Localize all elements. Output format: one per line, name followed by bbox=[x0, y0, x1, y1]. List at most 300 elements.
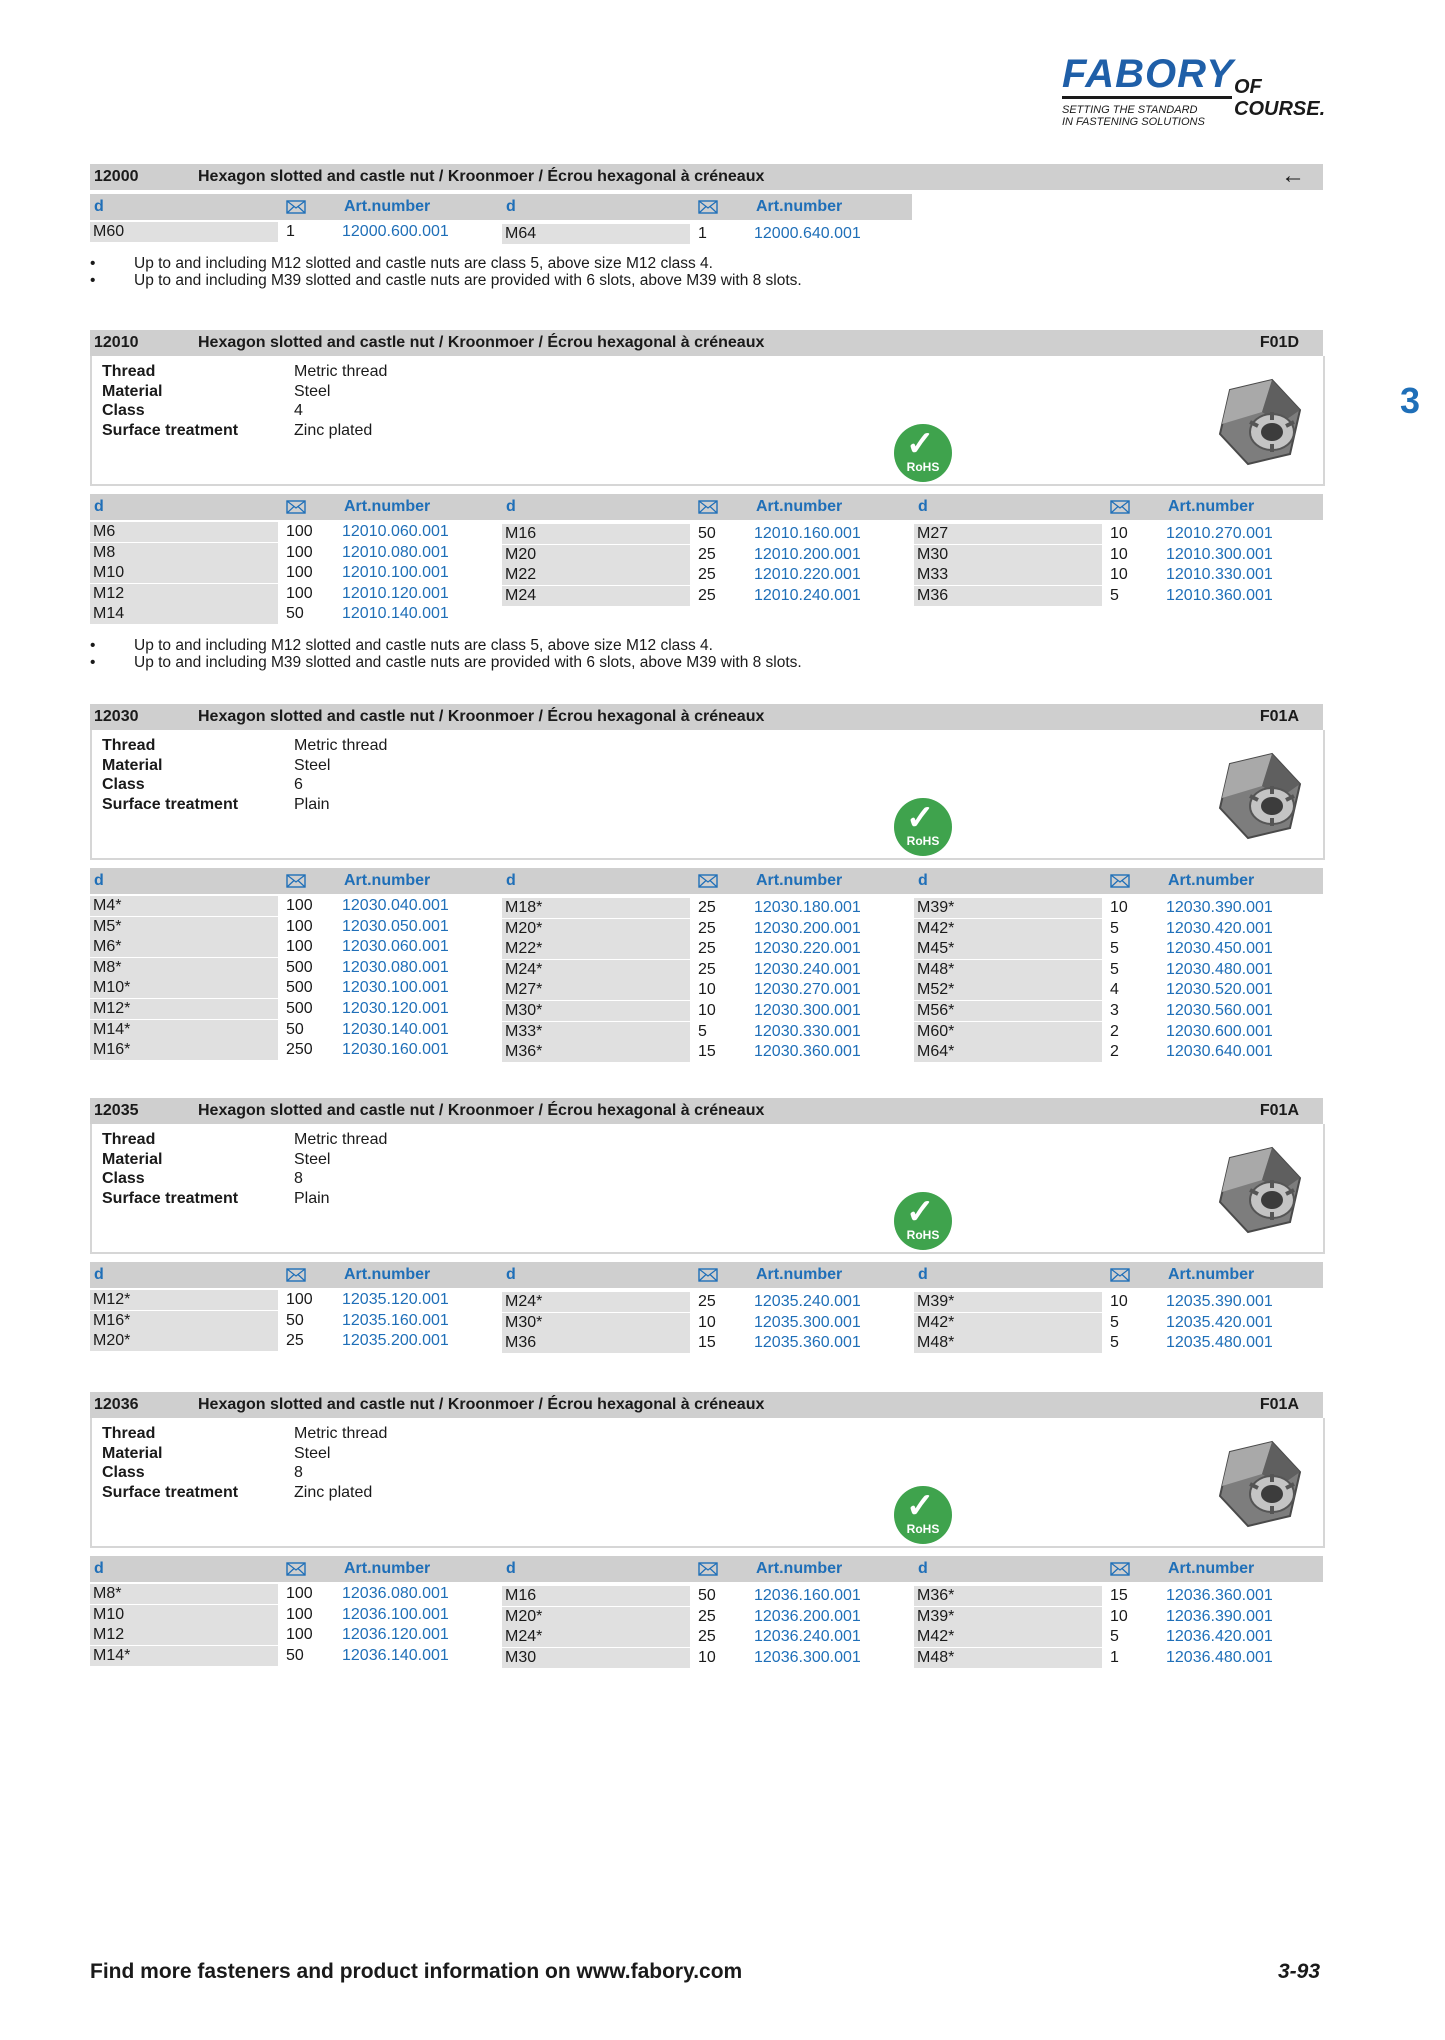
pack-quantity: 10 bbox=[1110, 545, 1128, 563]
article-number-link[interactable]: 12036.240.001 bbox=[754, 1628, 861, 1646]
spec-label-material: Material bbox=[102, 382, 163, 400]
article-number-link[interactable]: 12010.200.001 bbox=[754, 545, 861, 563]
pack-quantity: 25 bbox=[698, 960, 716, 978]
article-number-link[interactable]: 12035.160.001 bbox=[342, 1311, 449, 1329]
checkmark-icon: ✓ bbox=[906, 1487, 935, 1525]
section-header bbox=[90, 1098, 1323, 1124]
section-code: F01D bbox=[1259, 334, 1299, 351]
pack-quantity: 1 bbox=[1110, 1648, 1119, 1666]
spec-value-material: Steel bbox=[294, 1150, 331, 1168]
pack-quantity: 100 bbox=[286, 938, 313, 956]
spec-value-surface: Zinc plated bbox=[294, 1483, 373, 1501]
size-cell: M10* bbox=[90, 978, 278, 998]
pack-quantity: 100 bbox=[286, 1585, 313, 1602]
spec-label-class: Class bbox=[102, 402, 145, 419]
size-cell: M5* bbox=[90, 917, 278, 937]
pack-quantity: 25 bbox=[698, 566, 716, 584]
section-number: 12036 bbox=[94, 1396, 139, 1413]
pack-quantity: 2 bbox=[1110, 1043, 1119, 1061]
size-cell: M48* bbox=[914, 1333, 1102, 1353]
spec-box bbox=[90, 1418, 1325, 1548]
pack-quantity: 500 bbox=[286, 979, 313, 997]
size-cell: M30 bbox=[502, 1648, 690, 1668]
note-text: Up to and including M12 slotted and castle nuts are class 5, above size M12 class 4. bbox=[134, 254, 713, 272]
pack-quantity: 10 bbox=[1110, 1293, 1128, 1310]
article-number-link[interactable]: 12010.160.001 bbox=[754, 525, 861, 542]
size-cell: M48* bbox=[914, 1648, 1102, 1668]
size-cell: M42* bbox=[914, 1313, 1102, 1333]
rohs-label: RoHS bbox=[906, 460, 940, 474]
envelope-icon bbox=[286, 500, 306, 514]
size-cell: M14* bbox=[90, 1020, 278, 1040]
column-header-art-number: Art.number bbox=[1168, 872, 1255, 889]
size-cell: M24* bbox=[502, 1627, 690, 1647]
envelope-icon bbox=[286, 1562, 306, 1576]
spec-label-surface: Surface treatment bbox=[102, 421, 239, 439]
size-cell: M20 bbox=[502, 545, 690, 565]
spec-label-material: Material bbox=[102, 756, 163, 774]
size-cell: M30* bbox=[502, 1313, 690, 1333]
rohs-label: RoHS bbox=[906, 1522, 940, 1536]
bullet: • bbox=[90, 254, 96, 272]
spec-value-material: Steel bbox=[294, 756, 331, 774]
column-header-d: d bbox=[918, 498, 928, 515]
chapter-number: 3 bbox=[1400, 380, 1421, 421]
column-header-art-number: Art.number bbox=[344, 198, 431, 215]
spec-label-class: Class bbox=[102, 1464, 145, 1481]
spec-box bbox=[90, 730, 1325, 860]
section-title: Hexagon slotted and castle nut / Kroonmoer / Écrou hexagonal à créneaux bbox=[198, 1102, 765, 1119]
size-cell: M6 bbox=[90, 522, 278, 542]
page-number: 3-93 bbox=[1278, 1960, 1321, 1983]
article-number-link[interactable]: 12030.060.001 bbox=[342, 938, 449, 956]
article-number-link[interactable]: 12035.390.001 bbox=[1166, 1293, 1273, 1310]
size-cell: M20* bbox=[90, 1331, 278, 1351]
pack-quantity: 10 bbox=[1110, 525, 1128, 542]
table-header bbox=[90, 1556, 1323, 1582]
size-cell: M8 bbox=[90, 543, 278, 563]
castle-nut-icon bbox=[1210, 746, 1310, 846]
article-number-link[interactable]: 12010.300.001 bbox=[1166, 545, 1273, 563]
section-code: F01A bbox=[1259, 708, 1299, 725]
logo-underline bbox=[1062, 96, 1232, 99]
size-cell: M16* bbox=[90, 1311, 278, 1331]
pack-quantity: 50 bbox=[286, 1020, 304, 1038]
article-number-link[interactable]: 12030.640.001 bbox=[1166, 1043, 1273, 1061]
envelope-icon bbox=[698, 1268, 718, 1282]
column-header-art-number: Art.number bbox=[344, 498, 431, 515]
column-header-art-number: Art.number bbox=[1168, 498, 1255, 515]
pack-quantity: 25 bbox=[698, 899, 716, 916]
column-header-art-number: Art.number bbox=[344, 1266, 431, 1283]
size-cell: M30* bbox=[502, 1001, 690, 1021]
table-header bbox=[90, 494, 1323, 520]
envelope-icon bbox=[1110, 1268, 1130, 1282]
size-cell: M10 bbox=[90, 563, 278, 583]
pack-quantity: 500 bbox=[286, 958, 313, 976]
size-cell: M42* bbox=[914, 919, 1102, 939]
size-cell: M30 bbox=[914, 545, 1102, 565]
column-header-d: d bbox=[506, 1560, 516, 1577]
column-header-art-number: Art.number bbox=[344, 1560, 431, 1577]
table-header bbox=[90, 194, 912, 220]
article-number-link[interactable]: 12035.120.001 bbox=[342, 1291, 449, 1308]
pack-quantity: 50 bbox=[286, 1311, 304, 1329]
pack-quantity: 5 bbox=[1110, 1313, 1119, 1331]
size-cell: M39* bbox=[914, 1292, 1102, 1312]
column-header-art-number: Art.number bbox=[1168, 1266, 1255, 1283]
article-number-link[interactable]: 12036.480.001 bbox=[1166, 1648, 1273, 1666]
article-number-link[interactable]: 12036.120.001 bbox=[342, 1626, 449, 1644]
article-number-link[interactable]: 12030.330.001 bbox=[754, 1022, 861, 1040]
article-number-link[interactable]: 12035.360.001 bbox=[754, 1334, 861, 1352]
castle-nut-icon bbox=[1210, 1434, 1310, 1534]
note-text: Up to and including M12 slotted and castle nuts are class 5, above size M12 class 4. bbox=[134, 637, 713, 654]
size-cell: M16* bbox=[90, 1040, 278, 1060]
size-cell: M10 bbox=[90, 1605, 278, 1625]
article-number-link[interactable]: 12036.390.001 bbox=[1166, 1607, 1273, 1625]
article-number-link[interactable]: 12035.240.001 bbox=[754, 1293, 861, 1310]
article-number-link[interactable]: 12036.080.001 bbox=[342, 1585, 449, 1602]
column-header-art-number: Art.number bbox=[344, 872, 431, 889]
pack-quantity: 25 bbox=[698, 545, 716, 563]
size-cell: M14 bbox=[90, 604, 278, 624]
size-cell: M39* bbox=[914, 1607, 1102, 1627]
section-title: Hexagon slotted and castle nut / Kroonmoer / Écrou hexagonal à créneaux bbox=[198, 1396, 765, 1413]
article-number-link[interactable]: 12030.200.001 bbox=[754, 919, 861, 937]
article-number-link[interactable]: 12030.040.001 bbox=[342, 897, 449, 914]
checkmark-icon: ✓ bbox=[906, 799, 935, 837]
article-number-link[interactable]: 12035.420.001 bbox=[1166, 1313, 1273, 1331]
spec-label-surface: Surface treatment bbox=[102, 1483, 239, 1501]
rohs-label: RoHS bbox=[906, 834, 940, 848]
size-cell: M24* bbox=[502, 1292, 690, 1312]
article-number-link[interactable]: 12030.270.001 bbox=[754, 981, 861, 999]
pack-quantity: 3 bbox=[1110, 1002, 1119, 1019]
article-number-link[interactable]: 12030.080.001 bbox=[342, 958, 449, 976]
article-number-link[interactable]: 12030.480.001 bbox=[1166, 960, 1273, 978]
size-cell: M36* bbox=[502, 1042, 690, 1062]
article-number-link[interactable]: 12010.060.001 bbox=[342, 523, 449, 540]
size-cell: M20* bbox=[502, 919, 690, 939]
size-cell: M6* bbox=[90, 937, 278, 957]
article-number-link[interactable]: 12030.420.001 bbox=[1166, 919, 1273, 937]
spec-value-class: 4 bbox=[294, 402, 303, 419]
pack-quantity: 5 bbox=[1110, 586, 1119, 604]
rohs-badge bbox=[894, 424, 952, 482]
section-header bbox=[90, 164, 1323, 190]
column-header-d: d bbox=[94, 872, 104, 889]
pack-quantity: 5 bbox=[1110, 1628, 1119, 1646]
column-header-d: d bbox=[506, 1266, 516, 1283]
article-number-link[interactable]: 12036.360.001 bbox=[1166, 1587, 1273, 1604]
envelope-icon bbox=[1110, 874, 1130, 888]
article-number-link[interactable]: 12030.180.001 bbox=[754, 899, 861, 916]
size-cell: M27* bbox=[502, 980, 690, 1000]
bullet: • bbox=[90, 654, 96, 671]
article-number-link[interactable]: 12030.140.001 bbox=[342, 1020, 449, 1038]
article-number-link[interactable]: 12010.270.001 bbox=[1166, 525, 1273, 542]
logo-slogan: OF COURSE. bbox=[1234, 76, 1326, 120]
size-cell: M60 bbox=[90, 222, 278, 242]
article-number-link[interactable]: 12036.100.001 bbox=[342, 1605, 449, 1623]
envelope-icon bbox=[698, 1562, 718, 1576]
pack-quantity: 25 bbox=[698, 1293, 716, 1310]
pack-quantity: 25 bbox=[698, 1607, 716, 1625]
size-cell: M24 bbox=[502, 586, 690, 606]
spec-label-thread: Thread bbox=[102, 1425, 156, 1442]
spec-label-class: Class bbox=[102, 1170, 145, 1187]
size-cell: M33 bbox=[914, 565, 1102, 585]
pack-quantity: 100 bbox=[286, 917, 313, 935]
size-cell: M39* bbox=[914, 898, 1102, 918]
pack-quantity: 100 bbox=[286, 564, 313, 582]
size-cell: M22 bbox=[502, 565, 690, 585]
spec-value-material: Steel bbox=[294, 1444, 331, 1462]
spec-label-class: Class bbox=[102, 776, 145, 793]
table-header bbox=[90, 1262, 1323, 1288]
note-text: Up to and including M39 slotted and castle nuts are provided with 6 slots, above M39 with 8 slots. bbox=[134, 271, 802, 289]
size-cell: M8* bbox=[90, 1584, 278, 1604]
envelope-icon bbox=[698, 200, 718, 214]
article-number-link[interactable]: 12036.140.001 bbox=[342, 1646, 449, 1664]
article-number-link[interactable]: 12030.220.001 bbox=[754, 940, 861, 958]
spec-value-material: Steel bbox=[294, 382, 331, 400]
spec-label-material: Material bbox=[102, 1444, 163, 1462]
size-cell: M33* bbox=[502, 1022, 690, 1042]
envelope-icon bbox=[286, 874, 306, 888]
column-header-d: d bbox=[94, 1266, 104, 1283]
pack-quantity: 15 bbox=[1110, 1587, 1128, 1604]
article-number-link[interactable]: 12030.360.001 bbox=[754, 1043, 861, 1061]
spec-value-thread: Metric thread bbox=[294, 1131, 388, 1148]
pack-quantity: 10 bbox=[698, 1648, 716, 1666]
spec-label-thread: Thread bbox=[102, 737, 156, 754]
article-number-link[interactable]: 12000.600.001 bbox=[342, 223, 449, 240]
pack-quantity: 50 bbox=[286, 605, 304, 623]
section-title: Hexagon slotted and castle nut / Kroonmoer / Écrou hexagonal à créneaux bbox=[198, 334, 765, 351]
pack-quantity: 15 bbox=[698, 1043, 716, 1061]
column-header-art-number: Art.number bbox=[756, 1560, 843, 1577]
logo-brand: FABORY bbox=[1062, 52, 1234, 96]
section-title: Hexagon slotted and castle nut / Kroonmoer / Écrou hexagonal à créneaux bbox=[198, 168, 765, 185]
size-cell: M14* bbox=[90, 1646, 278, 1666]
section-number: 12000 bbox=[94, 168, 139, 185]
article-number-link[interactable]: 12000.640.001 bbox=[754, 225, 861, 242]
pack-quantity: 100 bbox=[286, 1291, 313, 1308]
pack-quantity: 25 bbox=[698, 586, 716, 604]
article-number-link[interactable]: 12036.300.001 bbox=[754, 1648, 861, 1666]
article-number-link[interactable]: 12035.300.001 bbox=[754, 1313, 861, 1331]
size-cell: M16 bbox=[502, 1586, 690, 1606]
size-cell: M16 bbox=[502, 524, 690, 544]
footer-text: Find more fasteners and product information on www.fabory.com bbox=[90, 1960, 743, 1983]
column-header-art-number: Art.number bbox=[756, 1266, 843, 1283]
pack-quantity: 100 bbox=[286, 584, 313, 602]
article-number-link[interactable]: 12010.240.001 bbox=[754, 586, 861, 604]
article-number-link[interactable]: 12030.600.001 bbox=[1166, 1022, 1273, 1040]
article-number-link[interactable]: 12030.390.001 bbox=[1166, 899, 1273, 916]
pack-quantity: 25 bbox=[698, 1628, 716, 1646]
checkmark-icon: ✓ bbox=[906, 425, 935, 463]
pack-quantity: 100 bbox=[286, 523, 313, 540]
bullet: • bbox=[90, 637, 96, 654]
article-number-link[interactable]: 12030.120.001 bbox=[342, 1000, 449, 1017]
checkmark-icon: ✓ bbox=[906, 1193, 935, 1231]
fabory-logo bbox=[1062, 52, 1352, 132]
spec-value-surface: Plain bbox=[294, 1189, 330, 1207]
article-number-link[interactable]: 12030.100.001 bbox=[342, 979, 449, 997]
pack-quantity: 50 bbox=[698, 525, 716, 542]
column-header-art-number: Art.number bbox=[756, 498, 843, 515]
size-cell: M4* bbox=[90, 896, 278, 916]
section-number: 12035 bbox=[94, 1102, 139, 1119]
logo-tagline bbox=[1062, 104, 1262, 128]
spec-box bbox=[90, 356, 1325, 486]
pack-quantity: 10 bbox=[698, 1002, 716, 1019]
back-arrow-icon[interactable]: ← bbox=[1281, 162, 1305, 189]
size-cell: M20* bbox=[502, 1607, 690, 1627]
column-header-d: d bbox=[94, 498, 104, 515]
size-cell: M12* bbox=[90, 999, 278, 1019]
bullet: • bbox=[90, 271, 96, 289]
article-number-link[interactable]: 12036.420.001 bbox=[1166, 1628, 1273, 1646]
castle-nut-icon bbox=[1210, 1140, 1310, 1240]
logo-tagline-2: IN FASTENING SOLUTIONS bbox=[1062, 116, 1205, 128]
column-header-d: d bbox=[918, 872, 928, 889]
article-number-link[interactable]: 12030.520.001 bbox=[1166, 981, 1273, 999]
pack-quantity: 25 bbox=[286, 1332, 304, 1350]
pack-quantity: 2 bbox=[1110, 1022, 1119, 1040]
column-header-art-number: Art.number bbox=[756, 198, 843, 215]
size-cell: M36* bbox=[914, 1586, 1102, 1606]
article-number-link[interactable]: 12035.200.001 bbox=[342, 1332, 449, 1350]
spec-value-class: 8 bbox=[294, 1170, 303, 1187]
section-header bbox=[90, 330, 1323, 356]
castle-nut-icon bbox=[1210, 372, 1310, 472]
spec-label-material: Material bbox=[102, 1150, 163, 1168]
section-code: F01A bbox=[1259, 1396, 1299, 1413]
size-cell: M52* bbox=[914, 980, 1102, 1000]
article-number-link[interactable]: 12010.120.001 bbox=[342, 584, 449, 602]
article-number-link[interactable]: 12010.330.001 bbox=[1166, 566, 1273, 584]
article-number-link[interactable]: 12030.450.001 bbox=[1166, 940, 1273, 958]
size-cell: M12 bbox=[90, 584, 278, 604]
article-number-link[interactable]: 12010.100.001 bbox=[342, 564, 449, 582]
size-cell: M22* bbox=[502, 939, 690, 959]
article-number-link[interactable]: 12035.480.001 bbox=[1166, 1334, 1273, 1352]
spec-value-class: 8 bbox=[294, 1464, 303, 1481]
rohs-badge bbox=[894, 1192, 952, 1250]
section-code: F01A bbox=[1259, 1102, 1299, 1119]
spec-value-surface: Plain bbox=[294, 795, 330, 813]
logo-tagline-1: SETTING THE STANDARD bbox=[1062, 104, 1198, 116]
pack-quantity: 10 bbox=[698, 1313, 716, 1331]
note-text: Up to and including M39 slotted and castle nuts are provided with 6 slots, above M39 with 8 slots. bbox=[134, 654, 802, 671]
article-number-link[interactable]: 12010.140.001 bbox=[342, 605, 449, 623]
article-number-link[interactable]: 12010.080.001 bbox=[342, 543, 449, 561]
article-number-link[interactable]: 12030.160.001 bbox=[342, 1041, 449, 1059]
pack-quantity: 50 bbox=[286, 1646, 304, 1664]
section-header bbox=[90, 704, 1323, 730]
column-header-d: d bbox=[94, 198, 104, 215]
pack-quantity: 500 bbox=[286, 1000, 313, 1017]
pack-quantity: 10 bbox=[1110, 1607, 1128, 1625]
article-number-link[interactable]: 12030.560.001 bbox=[1166, 1002, 1273, 1019]
size-cell: M48* bbox=[914, 960, 1102, 980]
pack-quantity: 100 bbox=[286, 1605, 313, 1623]
spec-box bbox=[90, 1124, 1325, 1254]
size-cell: M64 bbox=[502, 224, 690, 244]
pack-quantity: 25 bbox=[698, 919, 716, 937]
article-number-link[interactable]: 12030.240.001 bbox=[754, 960, 861, 978]
spec-value-thread: Metric thread bbox=[294, 363, 388, 380]
size-cell: M56* bbox=[914, 1001, 1102, 1021]
column-header-d: d bbox=[94, 1560, 104, 1577]
envelope-icon bbox=[698, 874, 718, 888]
size-cell: M24* bbox=[502, 960, 690, 980]
size-cell: M64* bbox=[914, 1042, 1102, 1062]
article-number-link[interactable]: 12036.160.001 bbox=[754, 1587, 861, 1604]
column-header-d: d bbox=[918, 1266, 928, 1283]
pack-quantity: 100 bbox=[286, 897, 313, 914]
pack-quantity: 5 bbox=[1110, 960, 1119, 978]
column-header-d: d bbox=[506, 872, 516, 889]
article-number-link[interactable]: 12010.360.001 bbox=[1166, 586, 1273, 604]
section-number: 12030 bbox=[94, 708, 139, 725]
size-cell: M42* bbox=[914, 1627, 1102, 1647]
size-cell: M8* bbox=[90, 958, 278, 978]
spec-value-thread: Metric thread bbox=[294, 737, 388, 754]
pack-quantity: 5 bbox=[698, 1022, 707, 1040]
section-number: 12010 bbox=[94, 334, 139, 351]
pack-quantity: 10 bbox=[1110, 566, 1128, 584]
envelope-icon bbox=[286, 200, 306, 214]
pack-quantity: 5 bbox=[1110, 1334, 1119, 1352]
pack-quantity: 100 bbox=[286, 543, 313, 561]
pack-quantity: 15 bbox=[698, 1334, 716, 1352]
article-number-link[interactable]: 12036.200.001 bbox=[754, 1607, 861, 1625]
pack-quantity: 250 bbox=[286, 1041, 313, 1059]
size-cell: M45* bbox=[914, 939, 1102, 959]
spec-label-thread: Thread bbox=[102, 1131, 156, 1148]
section-header bbox=[90, 1392, 1323, 1418]
article-number-link[interactable]: 12010.220.001 bbox=[754, 566, 861, 584]
article-number-link[interactable]: 12030.300.001 bbox=[754, 1002, 861, 1019]
spec-label-surface: Surface treatment bbox=[102, 795, 239, 813]
pack-quantity: 5 bbox=[1110, 940, 1119, 958]
pack-quantity: 10 bbox=[1110, 899, 1128, 916]
envelope-icon bbox=[1110, 500, 1130, 514]
envelope-icon bbox=[286, 1268, 306, 1282]
article-number-link[interactable]: 12030.050.001 bbox=[342, 917, 449, 935]
envelope-icon bbox=[1110, 1562, 1130, 1576]
column-header-art-number: Art.number bbox=[1168, 1560, 1255, 1577]
rohs-label: RoHS bbox=[906, 1228, 940, 1242]
column-header-d: d bbox=[918, 1560, 928, 1577]
spec-label-surface: Surface treatment bbox=[102, 1189, 239, 1207]
table-header bbox=[90, 868, 1323, 894]
pack-quantity: 10 bbox=[698, 981, 716, 999]
column-header-d: d bbox=[506, 198, 516, 215]
size-cell: M27 bbox=[914, 524, 1102, 544]
column-header-d: d bbox=[506, 498, 516, 515]
spec-value-thread: Metric thread bbox=[294, 1425, 388, 1442]
section-title: Hexagon slotted and castle nut / Kroonmoer / Écrou hexagonal à créneaux bbox=[198, 708, 765, 725]
spec-value-class: 6 bbox=[294, 776, 303, 793]
size-cell: M18* bbox=[502, 898, 690, 918]
size-cell: M36 bbox=[914, 586, 1102, 606]
